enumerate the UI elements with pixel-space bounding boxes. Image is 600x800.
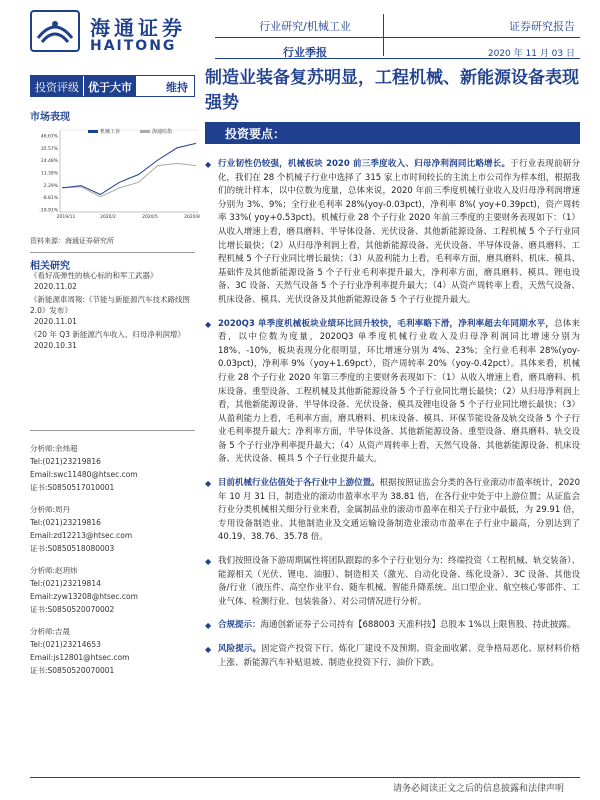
left-divider	[30, 252, 195, 253]
key-point-paragraph	[205, 555, 580, 609]
investment-rating	[30, 75, 195, 97]
analyst-tel: Tel:(021)23219816	[30, 518, 101, 527]
analyst-name: 分析师:赵玥炜	[30, 566, 78, 575]
related-item-date: 2020.11.02	[34, 282, 77, 291]
key-point-paragraph	[205, 158, 580, 308]
related-item[interactable]	[30, 294, 200, 327]
rating-value: 优于大市	[83, 76, 136, 96]
haitong-logo-mark	[30, 10, 80, 52]
related-item-title[interactable]: 《新能源車周報:《节能与新能源汽车技术路线图 2.0》发布》	[30, 295, 191, 315]
key-point-paragraph	[205, 619, 580, 633]
related-item-date: 2020.11.01	[34, 317, 77, 326]
related-item-title[interactable]: 《看好高弹性的核心标的和军工武器》	[30, 271, 158, 280]
key-point-text: 我们按照设备下游周期属性将团队跟踪的多个子行业划分为：终端投资（工程机械、轨交装备）、能源相关（光伏、锂电、油服）、制造相关（激光、自动化设备、练化设备）、3C 设备、其他设备/行业（液压件、高空作业平台、随车机械、智能升降系统、出口型企业、航空核心零部件、工业气体、检测行业、包装装备）、对公司情况进行分析。	[218, 556, 580, 607]
report-category: 行业研究/机械工业	[259, 20, 351, 33]
legend-label-machinery: 机械工业	[100, 129, 121, 135]
key-point-paragraph	[205, 318, 580, 468]
logo-english-name: HAITONG	[90, 38, 177, 54]
related-item[interactable]	[30, 270, 200, 292]
analyst-tel: Tel:(021)23214653	[30, 640, 101, 649]
analyst-cert: 证书:S0850518080003	[30, 544, 115, 553]
y-tick-label: -8.81%	[42, 196, 58, 202]
analyst-tel: Tel:(021)23219814	[30, 579, 101, 588]
report-type: 行业季报	[283, 46, 327, 59]
related-item-title[interactable]: 《20 年 Q3 新能源汽车收入、归母净利润增》	[30, 330, 185, 339]
key-point-text: 根据按照证监会分类的各行业滚动市盈率统计，2020 年 10 月 31 日，制造业的滚动市盈率水平为 38.81 倍，在各行业中处于中上游位置；从证监会行业分类机械相关细分行业来看，金属制品业的滚动市盈率在相关子行业中最低，为 29.91 倍，专用设备制造业、其他制造业及交通运输设备制造业滚动市盈率在子行业中最高，分别达到了 40.19、38.76、35.78 倍。	[218, 478, 580, 543]
analyst-card	[30, 503, 200, 555]
y-tick-label: 46.67%	[40, 134, 58, 140]
analyst-list	[30, 442, 200, 686]
related-item-date: 2020.10.31	[34, 341, 77, 350]
y-tick-label: 35.57%	[40, 146, 58, 152]
analyst-cert: 证书:S0850520070002	[30, 605, 115, 614]
related-research-list	[30, 270, 200, 353]
related-item[interactable]	[30, 329, 200, 351]
key-point-text: 固定资产投资下行、炼化厂建设不及预期、资金面收紧、竞争格局恶化、原材料价格上涨、新能源汽车补贴退坡、制造业投资下行、油价下跌。	[218, 644, 580, 668]
key-point-lead: 目前机械行业估值处于各行业中上游位置。	[218, 478, 380, 489]
rating-status: 维持	[166, 81, 188, 94]
legend-swatch-index	[140, 130, 150, 133]
analyst-card	[30, 625, 200, 677]
logo-icon	[32, 12, 78, 50]
key-point-lead: 行业韧性仍较强，机械板块 2020 前三季度收入、归母净利润同比略增长。	[218, 159, 511, 169]
y-tick-label: 13.38%	[40, 171, 58, 177]
key-point-text: 海通创新证券子公司持有【688003 天准科技】总股本 1%以上限售股、持此披露。	[260, 620, 576, 631]
x-tick-label: 2020/5	[142, 215, 158, 220]
logo-chinese-name: 海通证券	[90, 16, 186, 40]
key-point-text: 总体来看，以中位数为度量，2020Q3 单季度机械行业收入及归母净利润同比增速分别为 18%、-10%，板块表现分化很明显，环比增速分别为 4%、23%；全行业毛利率 28%(yoy-0.03pct)，净利率 9%（yoy+1.69pct），资产周转率 20%（yoy-0.42pct）。具体来看，机械行业 28 个子行业 2020 年第三季度的主要财务表现如下：（1）从收入增速上看，磨具磨料、机床设备、重型设备、工程机械及其他新能源设备 5 个子行业同比增长最快；（2）从归母净利润上看，其他新能源设备、半导体设备、光伏设备、模具及锂电设备 5 个子行业同比增长最快；（3）从盈利能力上看，毛利率方面，磨具磨料、机床设备、模具、环保节能设备及轨交设备 5 个子行业毛利率提升最大；净利率方面，半导体设备、其他新能源设备、重型设备、磨具磨料、轨交设备 5 个子行业净利率提升最大；（4）从资产周转率上看，天然气设备、其他新能源设备、机床设备、光伏设备、模具 5 个子行业提升最大。	[218, 318, 580, 465]
analyst-email[interactable]: Email:zd12213@htsec.com	[30, 531, 133, 540]
report-header	[0, 0, 600, 62]
report-title: 制造业装备复苏明显，工程机械、新能源设备表现强势	[205, 68, 579, 113]
x-tick-label: 2020/2	[100, 215, 116, 220]
left-divider	[30, 430, 195, 431]
analyst-email[interactable]: Email:swc11480@htsec.com	[30, 470, 138, 479]
key-points-body	[205, 158, 580, 680]
analyst-name: 分析师:吉晟	[30, 627, 71, 636]
key-point-lead: 风险提示。	[218, 644, 262, 654]
disclaimer-footer: 请务必阅读正文之后的信息披露和法律声明	[393, 784, 565, 794]
report-label-block	[450, 18, 575, 59]
analyst-name: 分析师:余炜超	[30, 444, 78, 453]
y-tick-label: 24.48%	[40, 159, 58, 165]
market-chart	[30, 122, 200, 220]
y-tick-label: -19.91%	[39, 208, 58, 214]
analyst-cert: 证书:S0850517010001	[30, 483, 115, 492]
analyst-card	[30, 442, 200, 494]
report-category-block	[240, 18, 370, 60]
key-point-lead: 合规提示：	[218, 620, 261, 631]
header-vertical-divider	[383, 14, 384, 56]
x-tick-label: 2019/11	[56, 215, 76, 220]
analyst-tel: Tel:(021)23219816	[30, 457, 101, 466]
analyst-email[interactable]: Email:js12801@htsec.com	[30, 653, 130, 662]
market-section-title: 市场表现	[30, 112, 70, 123]
market-chart-svg	[30, 122, 200, 220]
y-tick-label: 2.29%	[43, 183, 58, 189]
legend-label-index: 海通综指	[152, 129, 173, 135]
key-point-paragraph	[205, 477, 580, 545]
analyst-card	[30, 564, 200, 616]
analyst-cert: 证书:S0850520070001	[30, 666, 115, 675]
related-section-title: 相关研究	[30, 261, 70, 272]
key-points-header: 投资要点：	[205, 122, 580, 144]
report-label: 证券研究报告	[509, 20, 575, 33]
key-point-paragraph	[205, 643, 580, 670]
chart-source: 资料来源：海通证券研究所	[30, 237, 114, 245]
rating-label: 投资评级	[31, 76, 83, 96]
analyst-email[interactable]: Email:zyw13208@htsec.com	[30, 592, 138, 601]
key-point-lead: 2020Q3 单季度机械板块业绩环比回升较快，毛利率略下滑，净利率超去年同期水平，	[218, 318, 555, 329]
analyst-name: 分析师:周丹	[30, 505, 71, 514]
legend-swatch-machinery	[88, 130, 98, 133]
footer-divider	[30, 777, 580, 778]
report-date: 2020 年 11 月 03 日	[487, 49, 575, 59]
x-tick-label: 2020/8	[184, 215, 200, 220]
series-line-index	[62, 163, 196, 196]
key-point-text: 于行业表现前研分化，我们在 28 个机械子行业中选择了 315 家上市时间较长的主流上市公司作为样本组，根据我们的统计样本，以中位数为度量，总体来说，2020 年前三季度机械行业收入及归母净利润增速分别为 3%、9%；全行业毛利率 28%(yoy-0.03pct)，净利率 8%( yoy+0.39pct)，资产周转率 33%( yoy+0.53pct)。机械行业 28 个子行业 2020 年前三季度的主要财务表现如下：（1）从收入增速上看，磨具磨料、半导体设备、光伏设备、其他新能源设备、工程机械 5 个子行业同比增长最快；（2）从归母净利润上看，其他新能源设备、光伏设备、半导体设备、磨具磨料、工程机械 5 个子行业同比增长最快；（3）从盈利能力上看，毛利率方面，磨具磨料、机床、模具、基础件及其他新能源设备 5 个子行业毛利率提升最大，净利率方面，磨具磨料、模具、锂电设备、3C 设备、天然气设备 5 个子行业净利率提升最大；（4）从资产周转率上看，天然气设备、机床设备、模具、光伏设备及其他新能源设备 5 个子行业提升最大。	[218, 159, 580, 305]
